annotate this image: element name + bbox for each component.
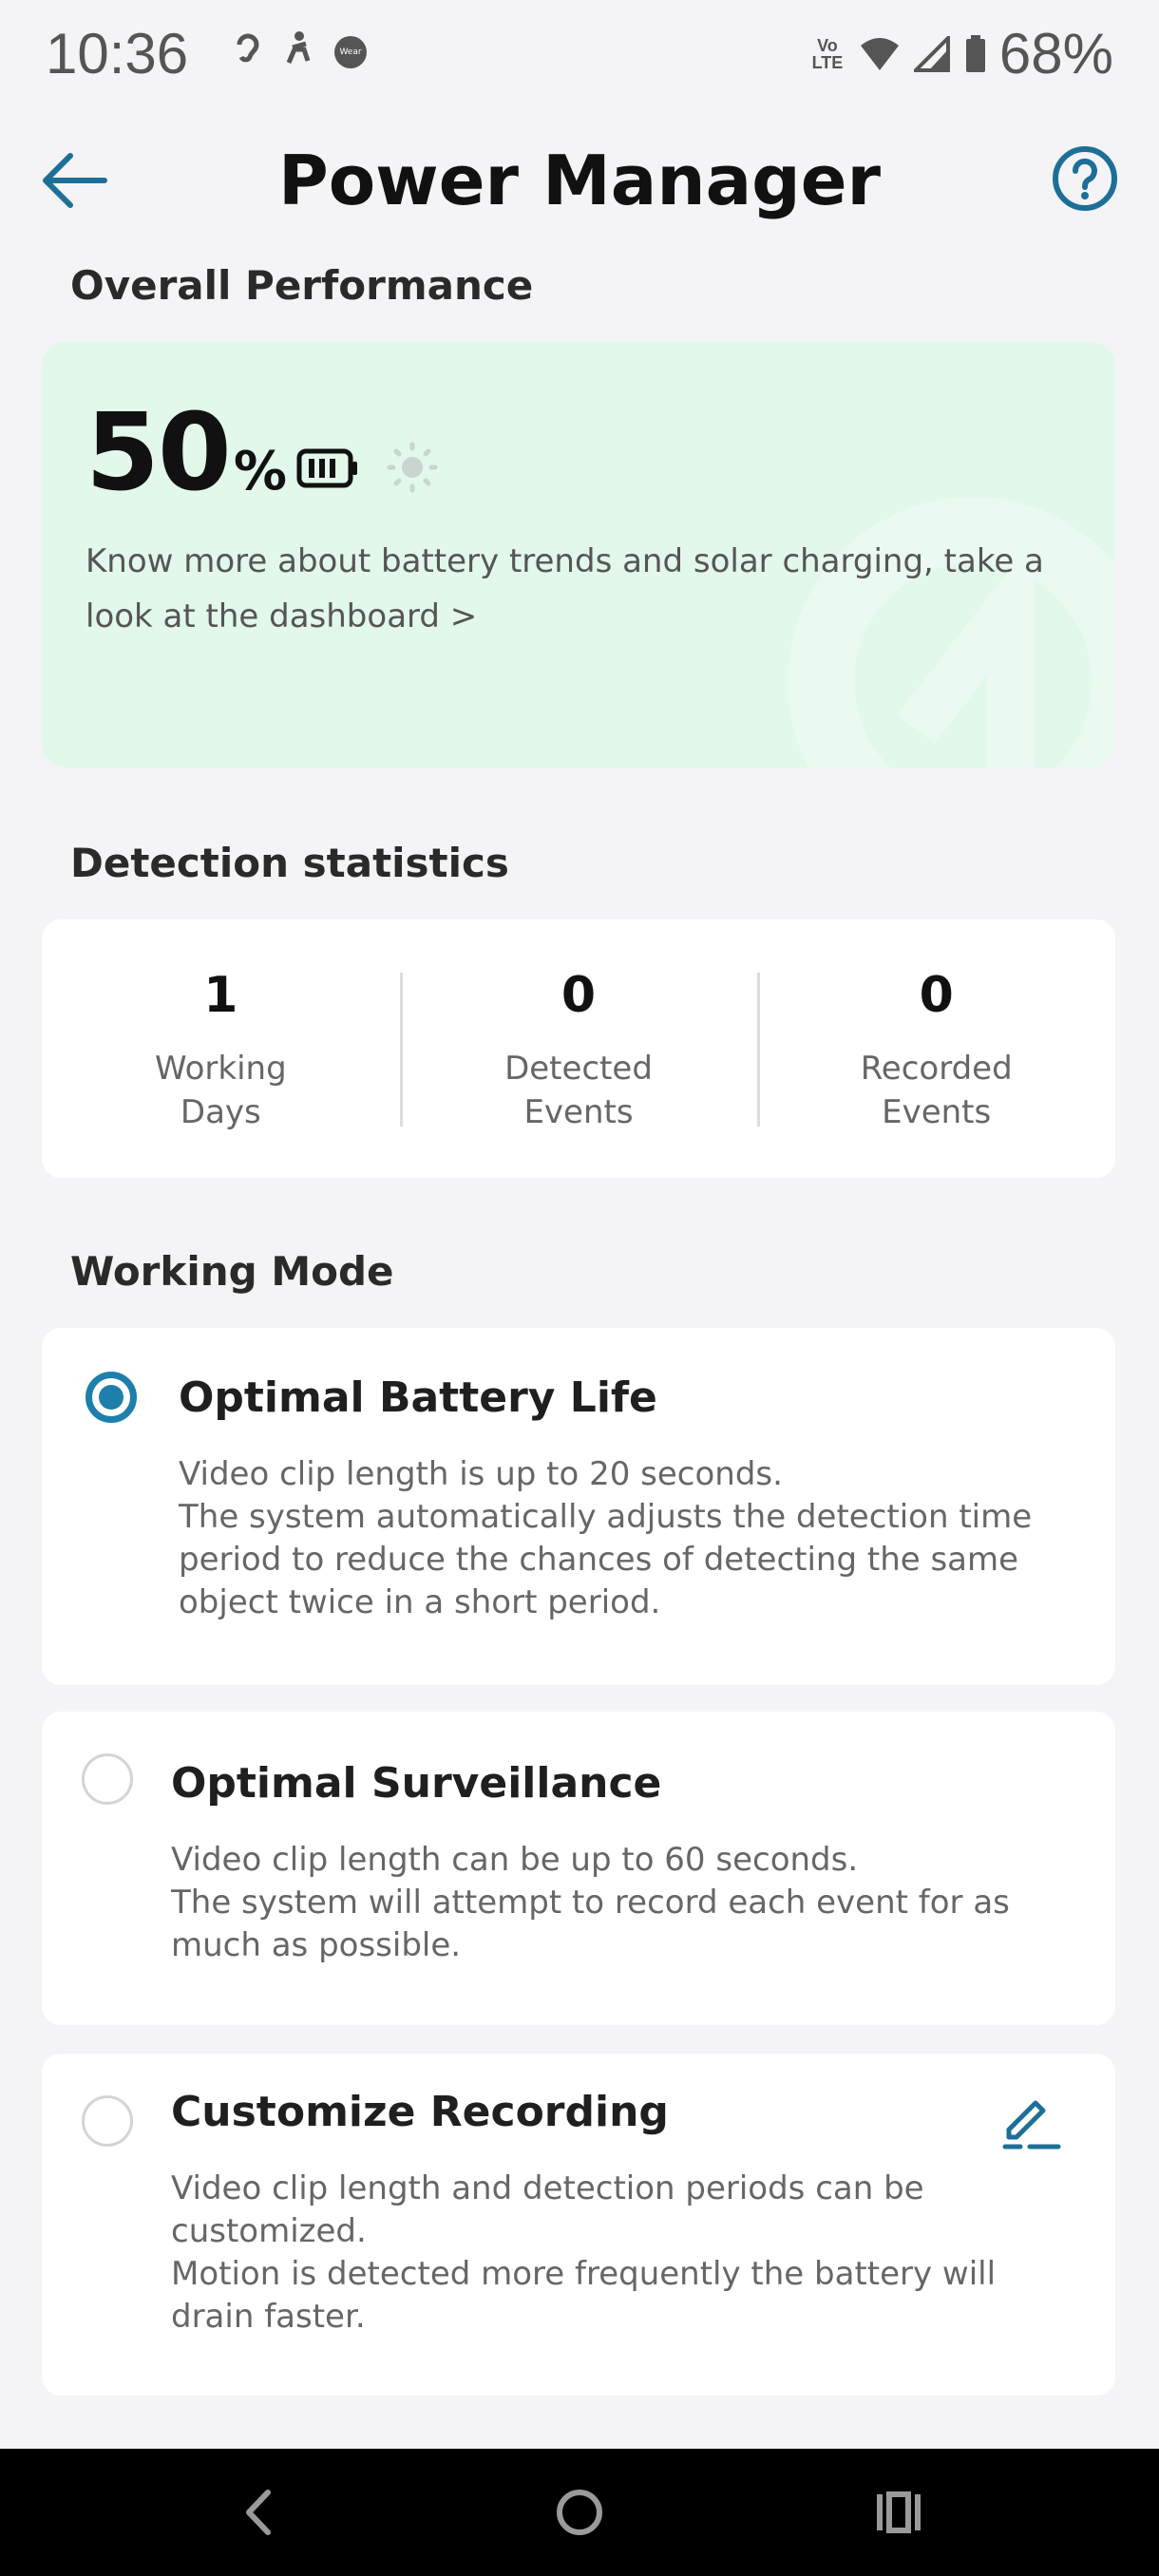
stat-label: Detected Events	[504, 1050, 653, 1131]
mode-optimal-battery-life[interactable]	[42, 1328, 1115, 1685]
mode-description: Video clip length is up to 20 seconds. The system automatically adjusts the detection time period to reduce the chances of detecting the same object twice in a short period.	[179, 1455, 1033, 1621]
stat-value: 0	[919, 967, 954, 1024]
solar-icon	[386, 441, 439, 494]
stat-value: 0	[560, 967, 597, 1024]
nav-recents-button[interactable]	[861, 2477, 937, 2548]
stat-label: Recorded Events	[860, 1050, 1013, 1131]
mode-radio[interactable]	[82, 1753, 133, 1805]
edit-button[interactable]	[1001, 2093, 1062, 2154]
mode-customize-recording[interactable]	[42, 2054, 1115, 2396]
mode-title: Optimal Battery Life	[179, 1373, 657, 1422]
stat-recorded-events	[757, 919, 1115, 1178]
performance-card[interactable]	[42, 342, 1115, 767]
status-bar	[0, 0, 1159, 104]
mode-title: Customize Recording	[171, 2088, 669, 2136]
help-button[interactable]	[1051, 144, 1119, 213]
stat-label: Working Days	[154, 1050, 287, 1131]
mode-optimal-surveillance[interactable]	[42, 1712, 1115, 2025]
accessibility-icon	[283, 30, 314, 73]
recents-nav-icon	[861, 2477, 937, 2548]
stat-detected-events	[400, 919, 758, 1178]
status-time: 10:36	[46, 22, 189, 85]
wifi-icon	[859, 36, 901, 72]
volte-icon: Vo LTE	[811, 35, 844, 72]
edit-icon	[1001, 2093, 1062, 2154]
page-title: Power Manager	[277, 141, 882, 220]
header	[0, 133, 1159, 228]
wear-os-icon: Wear	[334, 36, 367, 68]
navigation-bar	[0, 2449, 1159, 2576]
dashboard-link[interactable]: Know more about battery trends and solar charging, take a look at the dashboard >	[86, 542, 1044, 635]
battery-icon	[965, 35, 986, 73]
performance-value	[86, 391, 287, 515]
mode-title: Optimal Surveillance	[171, 1759, 662, 1808]
mode-radio[interactable]	[86, 1372, 137, 1423]
stat-working-days	[42, 919, 400, 1178]
detection-statistics-card	[42, 919, 1115, 1178]
mode-description: Video clip length and detection periods can be customized. Motion is detected more frequently the battery will drain faster.	[171, 2169, 997, 2336]
status-icons-left	[234, 30, 367, 73]
hearing-icon	[234, 31, 262, 72]
performance-number: 50	[86, 391, 230, 515]
battery-level-icon	[296, 448, 359, 488]
nav-home-button[interactable]	[542, 2477, 618, 2548]
help-icon	[1051, 144, 1119, 213]
back-nav-icon	[222, 2477, 298, 2548]
battery-percent: 68%	[998, 22, 1113, 85]
stat-value: 1	[203, 967, 238, 1024]
working-mode-title: Working Mode	[70, 1248, 394, 1295]
overall-performance-title: Overall Performance	[70, 262, 534, 309]
mode-description: Video clip length can be up to 60 seconds. The system will attempt to record each event for as much as possible.	[171, 1841, 1010, 1964]
nav-back-button[interactable]	[222, 2477, 298, 2548]
performance-unit: %	[233, 441, 287, 502]
status-icons-right	[809, 21, 1113, 86]
home-nav-icon	[542, 2477, 618, 2548]
mode-radio[interactable]	[82, 2095, 133, 2147]
signal-icon	[914, 36, 952, 72]
detection-statistics-title: Detection statistics	[70, 840, 509, 886]
